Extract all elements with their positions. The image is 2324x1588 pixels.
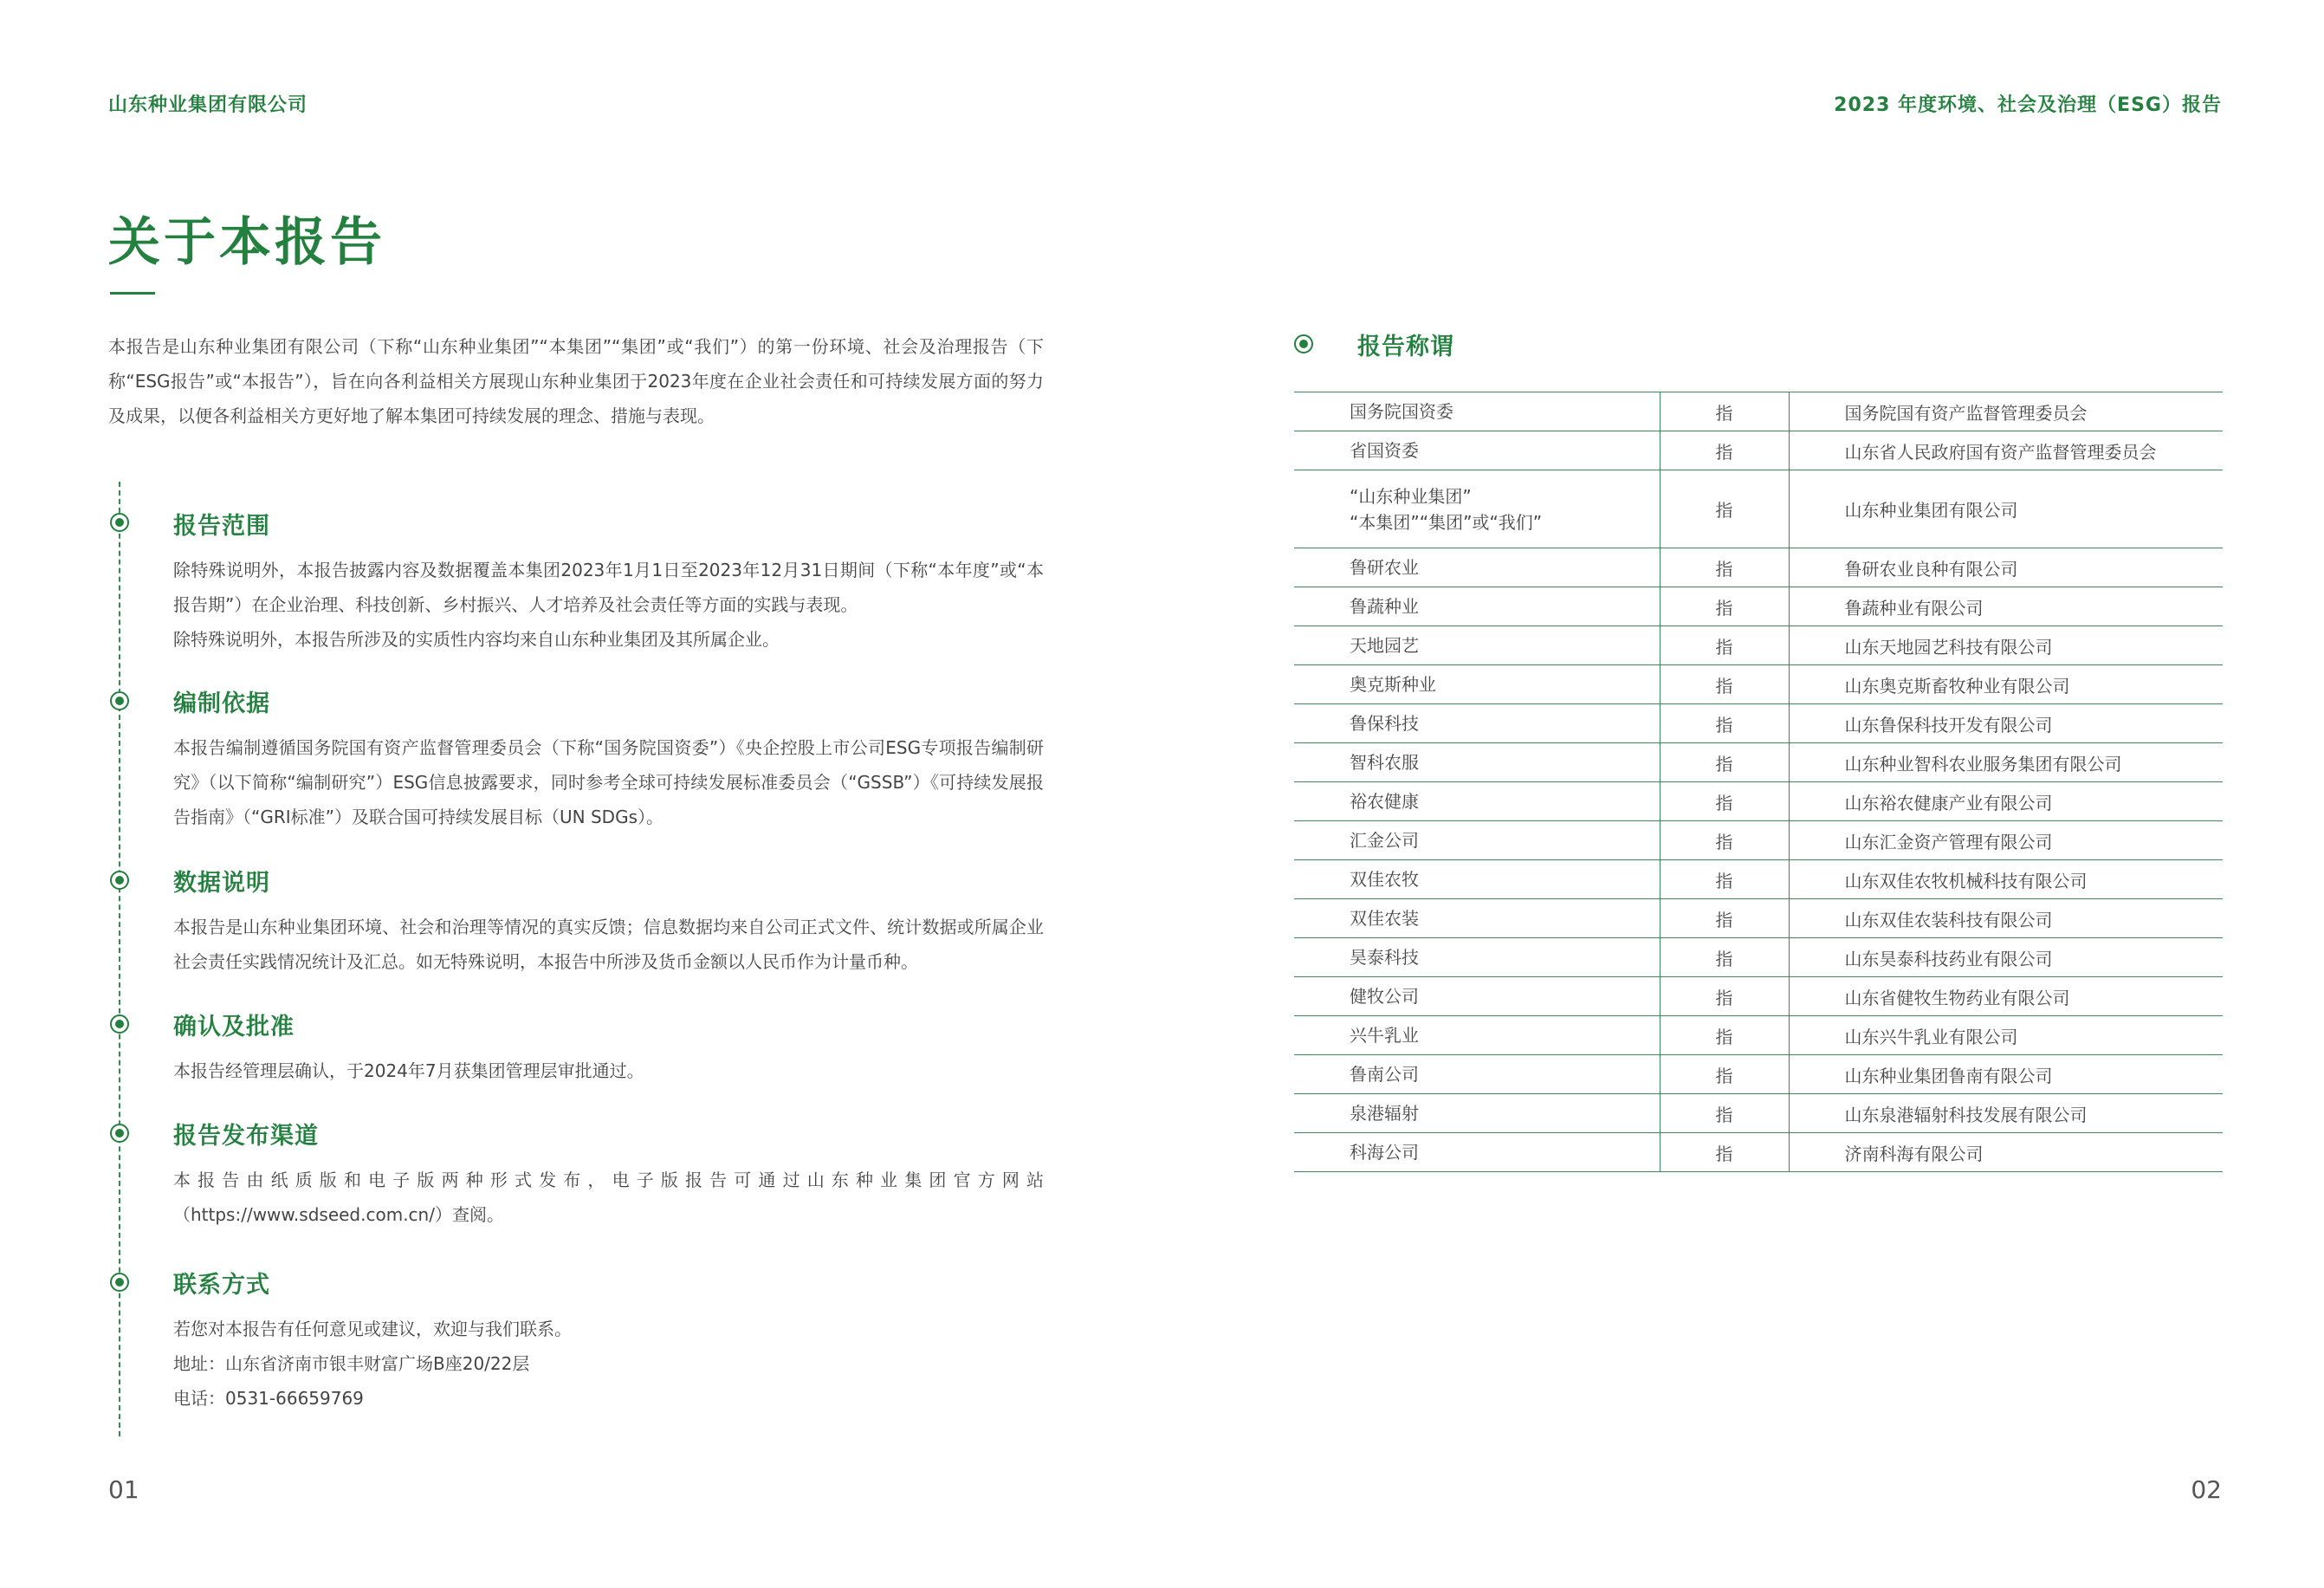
term-refers-to: 指: [1660, 1016, 1789, 1055]
terms-row: [1294, 938, 2223, 977]
term-short-line: 裕农健康: [1350, 791, 1419, 812]
term-short-line: 兴牛乳业: [1350, 1025, 1419, 1046]
term-full-name: 鲁研农业良种有限公司: [1789, 548, 2223, 587]
terms-row: [1294, 392, 2223, 431]
term-short-line: 科海公司: [1350, 1142, 1419, 1163]
term-full-name: 山东天地园艺科技有限公司: [1789, 626, 2223, 665]
section-title-channel: 报告发布渠道: [173, 1123, 319, 1150]
terms-row: [1294, 977, 2223, 1016]
term-short-name: [1294, 587, 1660, 626]
section-body-contact: [173, 1312, 1044, 1416]
section-bullet-icon: [1294, 334, 1313, 353]
term-short-line: 健牧公司: [1350, 986, 1419, 1007]
term-full-name: 山东省健牧生物药业有限公司: [1789, 977, 2223, 1016]
section-bullet-icon: [110, 1124, 129, 1143]
term-short-name: [1294, 782, 1660, 821]
page-title: 关于本报告: [108, 212, 385, 273]
section-bullet-icon: [110, 1273, 129, 1292]
section-body-channel: [173, 1163, 1044, 1232]
terms-row: [1294, 782, 2223, 821]
title-underline: [110, 292, 155, 295]
term-full-name: 山东裕农健康产业有限公司: [1789, 782, 2223, 821]
term-refers-to: 指: [1660, 431, 1789, 470]
term-short-line: 天地园艺: [1350, 635, 1419, 656]
term-short-name: [1294, 1055, 1660, 1094]
term-short-name: [1294, 392, 1660, 431]
term-short-name: [1294, 626, 1660, 665]
term-short-name: [1294, 704, 1660, 743]
section-body-approval: [173, 1053, 1044, 1088]
term-short-name: [1294, 860, 1660, 899]
section-paragraph: 本报告经管理层确认，于2024年7月获集团管理层审批通过。: [173, 1060, 644, 1081]
term-refers-to: 指: [1660, 587, 1789, 626]
terms-row: [1294, 548, 2223, 587]
terms-title: 报告称谓: [1357, 334, 1454, 360]
section-title-basis: 编制依据: [173, 690, 270, 717]
section-paragraph: 除特殊说明外，本报告披露内容及数据覆盖本集团2023年1月1日至2023年12月31日期间（下称“本年度”或“本报告期”）在企业治理、科技创新、乡村振兴、人才培养及社会责任等方面的实践与表现。: [173, 560, 1044, 615]
term-short-line: 鲁蔬种业: [1350, 596, 1419, 617]
section-bullet-icon: [110, 1014, 129, 1034]
terms-row: [1294, 431, 2223, 470]
term-refers-to: 指: [1660, 548, 1789, 587]
terms-row: [1294, 743, 2223, 782]
term-refers-to: 指: [1660, 392, 1789, 431]
contact-address: 地址：山东省济南市银丰财富广场B座20/22层: [173, 1353, 530, 1374]
term-short-name: [1294, 548, 1660, 587]
term-full-name: 山东兴牛乳业有限公司: [1789, 1016, 2223, 1055]
term-short-line: 双佳农装: [1350, 908, 1419, 929]
term-refers-to: 指: [1660, 470, 1789, 548]
term-refers-to: 指: [1660, 977, 1789, 1016]
section-bullet-icon: [110, 691, 129, 710]
term-short-name: [1294, 977, 1660, 1016]
term-short-name: [1294, 1133, 1660, 1172]
term-short-name: [1294, 665, 1660, 704]
term-short-line: 鲁南公司: [1350, 1064, 1419, 1085]
terms-row: [1294, 821, 2223, 860]
term-full-name: 山东种业集团有限公司: [1789, 470, 2223, 548]
section-title-approval: 确认及批准: [173, 1014, 295, 1040]
terms-row: [1294, 899, 2223, 938]
term-full-name: 山东种业智科农业服务集团有限公司: [1789, 743, 2223, 782]
section-paragraph: 本报告编制遵循国务院国有资产监督管理委员会（下称“国务院国资委”）《央企控股上市公司ESG专项报告编制研究》（以下简称“编制研究”）ESG信息披露要求，同时参考全球可持续发展标准委员会（“GSSB”）《可持续发展报告指南》（“GRI标准”）及联合国可持续发展目标（UN SDGs）。: [173, 737, 1044, 827]
section-body-basis: [173, 730, 1044, 834]
term-short-line: 汇金公司: [1350, 830, 1419, 851]
term-short-line: 泉港辐射: [1350, 1103, 1419, 1124]
terms-row: [1294, 704, 2223, 743]
term-short-line: 双佳农牧: [1350, 869, 1419, 890]
terms-table: [1294, 392, 2223, 1172]
term-short-name: [1294, 431, 1660, 470]
term-full-name: 山东省人民政府国有资产监督管理委员会: [1789, 431, 2223, 470]
contact-phone: 电话：0531-66659769: [173, 1388, 364, 1409]
term-refers-to: 指: [1660, 743, 1789, 782]
section-body-data: [173, 910, 1044, 979]
section-body-scope: [173, 553, 1044, 657]
terms-row: [1294, 1055, 2223, 1094]
section-bullet-icon: [110, 871, 129, 890]
term-full-name: 国务院国有资产监督管理委员会: [1789, 392, 2223, 431]
term-refers-to: 指: [1660, 704, 1789, 743]
term-short-line: 鲁保科技: [1350, 713, 1419, 734]
term-full-name: 济南科海有限公司: [1789, 1133, 2223, 1172]
terms-row: [1294, 665, 2223, 704]
term-full-name: 山东昊泰科技药业有限公司: [1789, 938, 2223, 977]
section-paragraph: 除特殊说明外，本报告所涉及的实质性内容均来自山东种业集团及其所属企业。: [173, 629, 780, 650]
term-short-name: [1294, 1016, 1660, 1055]
term-full-name: 山东泉港辐射科技发展有限公司: [1789, 1094, 2223, 1133]
term-short-name: [1294, 470, 1660, 548]
term-short-line: 奥克斯种业: [1350, 674, 1436, 695]
term-short-line: 省国资委: [1350, 440, 1419, 461]
terms-row: [1294, 1094, 2223, 1133]
term-short-line: 昊泰科技: [1350, 947, 1419, 968]
term-short-line: 智科农服: [1350, 752, 1419, 773]
terms-row: [1294, 470, 2223, 548]
term-short-name: [1294, 1094, 1660, 1133]
term-full-name: 山东双佳农牧机械科技有限公司: [1789, 860, 2223, 899]
term-short-name: [1294, 938, 1660, 977]
terms-row: [1294, 1016, 2223, 1055]
terms-row: [1294, 860, 2223, 899]
terms-row: [1294, 1133, 2223, 1172]
section-title-contact: 联系方式: [173, 1272, 270, 1299]
term-refers-to: 指: [1660, 626, 1789, 665]
term-full-name: 山东种业集团鲁南有限公司: [1789, 1055, 2223, 1094]
term-refers-to: 指: [1660, 1094, 1789, 1133]
term-short-line: 国务院国资委: [1350, 401, 1453, 422]
section-title-scope: 报告范围: [173, 513, 270, 540]
header-company: 山东种业集团有限公司: [108, 94, 308, 116]
term-full-name: 山东双佳农装科技有限公司: [1789, 899, 2223, 938]
term-short-name: [1294, 743, 1660, 782]
term-refers-to: 指: [1660, 821, 1789, 860]
section-paragraph: 若您对本报告有任何意见或建议，欢迎与我们联系。: [173, 1319, 572, 1339]
term-full-name: 鲁蔬种业有限公司: [1789, 587, 2223, 626]
section-paragraph: 本报告由纸质版和电子版两种形式发布，电子版报告可通过山东种业集团官方网站（https://www.sdseed.com.cn/）查阅。: [173, 1170, 1044, 1225]
terms-row: [1294, 587, 2223, 626]
term-short-line: “本集团”“集团”或“我们”: [1350, 511, 1543, 533]
section-bullet-icon: [110, 513, 129, 532]
header-report-title: 2023 年度环境、社会及治理（ESG）报告: [1834, 94, 2222, 116]
term-refers-to: 指: [1660, 1133, 1789, 1172]
term-refers-to: 指: [1660, 782, 1789, 821]
intro-paragraph: 本报告是山东种业集团有限公司（下称“山东种业集团”“本集团”“集团”或“我们”）的第一份环境、社会及治理报告（下称“ESG报告”或“本报告”），旨在向各利益相关方展现山东种业集团于2023年度在企业社会责任和可持续发展方面的努力及成果，以便各利益相关方更好地了解本集团可持续发展的理念、措施与表现。: [108, 336, 1044, 426]
term-short-name: [1294, 899, 1660, 938]
term-refers-to: 指: [1660, 1055, 1789, 1094]
term-full-name: 山东奥克斯畜牧种业有限公司: [1789, 665, 2223, 704]
term-refers-to: 指: [1660, 860, 1789, 899]
section-paragraph: 本报告是山东种业集团环境、社会和治理等情况的真实反馈；信息数据均来自公司正式文件、统计数据或所属企业社会责任实践情况统计及汇总。如无特殊说明，本报告中所涉及货币金额以人民币作为计量币种。: [173, 917, 1044, 972]
term-short-line: “山东种业集团”: [1350, 485, 1472, 507]
page-number-left: 01: [108, 1475, 139, 1504]
timeline-dashed-line: [119, 482, 120, 1436]
term-refers-to: 指: [1660, 665, 1789, 704]
term-short-name: [1294, 821, 1660, 860]
term-full-name: 山东汇金资产管理有限公司: [1789, 821, 2223, 860]
term-refers-to: 指: [1660, 938, 1789, 977]
term-short-line: 鲁研农业: [1350, 557, 1419, 578]
term-full-name: 山东鲁保科技开发有限公司: [1789, 704, 2223, 743]
term-refers-to: 指: [1660, 899, 1789, 938]
section-title-data: 数据说明: [173, 870, 270, 897]
page-number-right: 02: [2191, 1475, 2222, 1504]
terms-row: [1294, 626, 2223, 665]
